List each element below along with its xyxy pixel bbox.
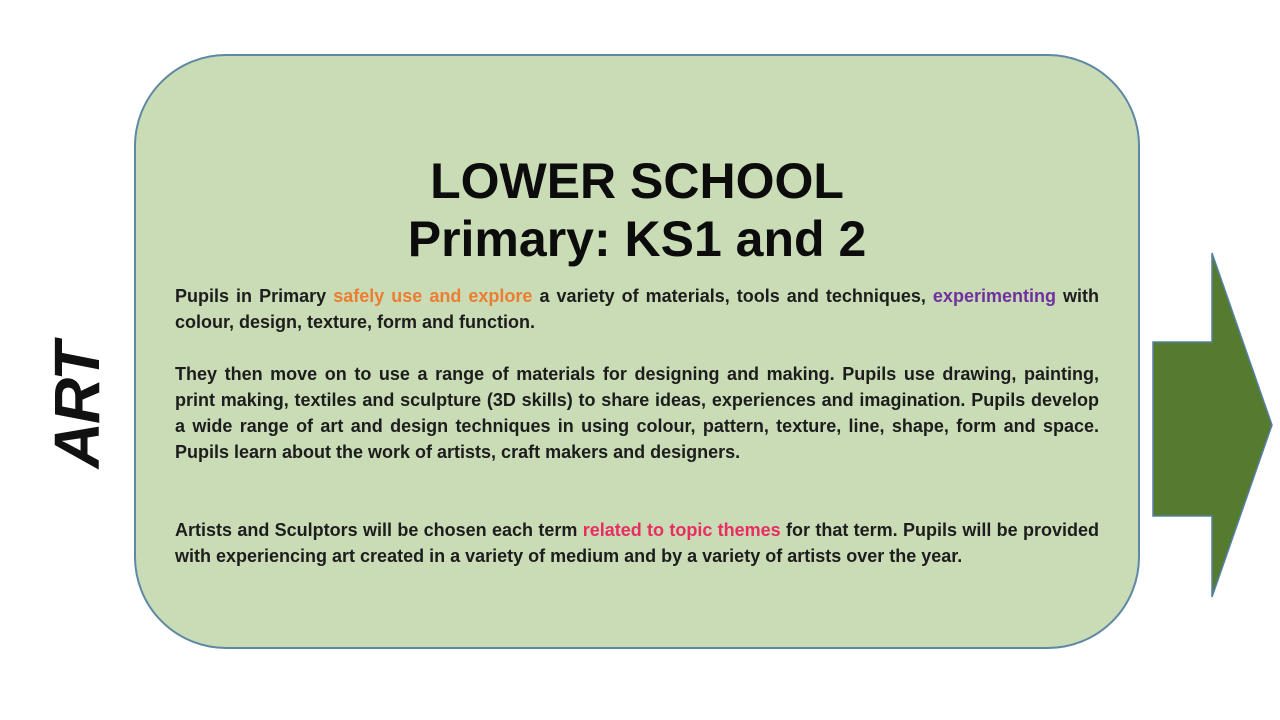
text-segment: a variety of materials, tools and techniques, [532, 286, 933, 306]
panel-title-line2: Primary: KS1 and 2 [407, 211, 867, 267]
right-arrow-icon [1152, 252, 1274, 598]
paragraph-artists-sculptors [175, 517, 1099, 569]
content-panel [134, 54, 1140, 649]
highlight-orange: safely use and explore [333, 286, 533, 306]
text-segment: Artists and Sculptors will be chosen each term [175, 520, 583, 540]
paragraph-intro [175, 283, 1099, 335]
paragraph-range-of-materials [175, 361, 1099, 465]
text-segment: They then move on to use a range of materials for designing and making. Pupils use drawing, painting, print making, textiles and sculpture (3D skills) to share ideas, experiences and imagination. Pupils develop a wide range of art and design techniques in using colour, pattern, texture, line, shape, form and space. Pupils learn about the work of artists, craft makers and designers. [175, 364, 1099, 462]
text-segment: Pupils in Primary [175, 286, 334, 306]
highlight-pink: related to topic themes [582, 520, 781, 540]
text-segment: with colour, design, texture, form and function. [175, 286, 1099, 332]
text-segment: for that term. Pupils will be provided with experiencing art created in a variety of medium and by a variety of artists over the year. [175, 520, 1099, 566]
right-arrow-shape [1153, 253, 1272, 597]
panel-title-line1: LOWER SCHOOL [430, 153, 844, 209]
panel-title [175, 152, 1099, 268]
highlight-purple: experimenting [932, 286, 1056, 306]
subject-label-art: ART [41, 343, 113, 469]
